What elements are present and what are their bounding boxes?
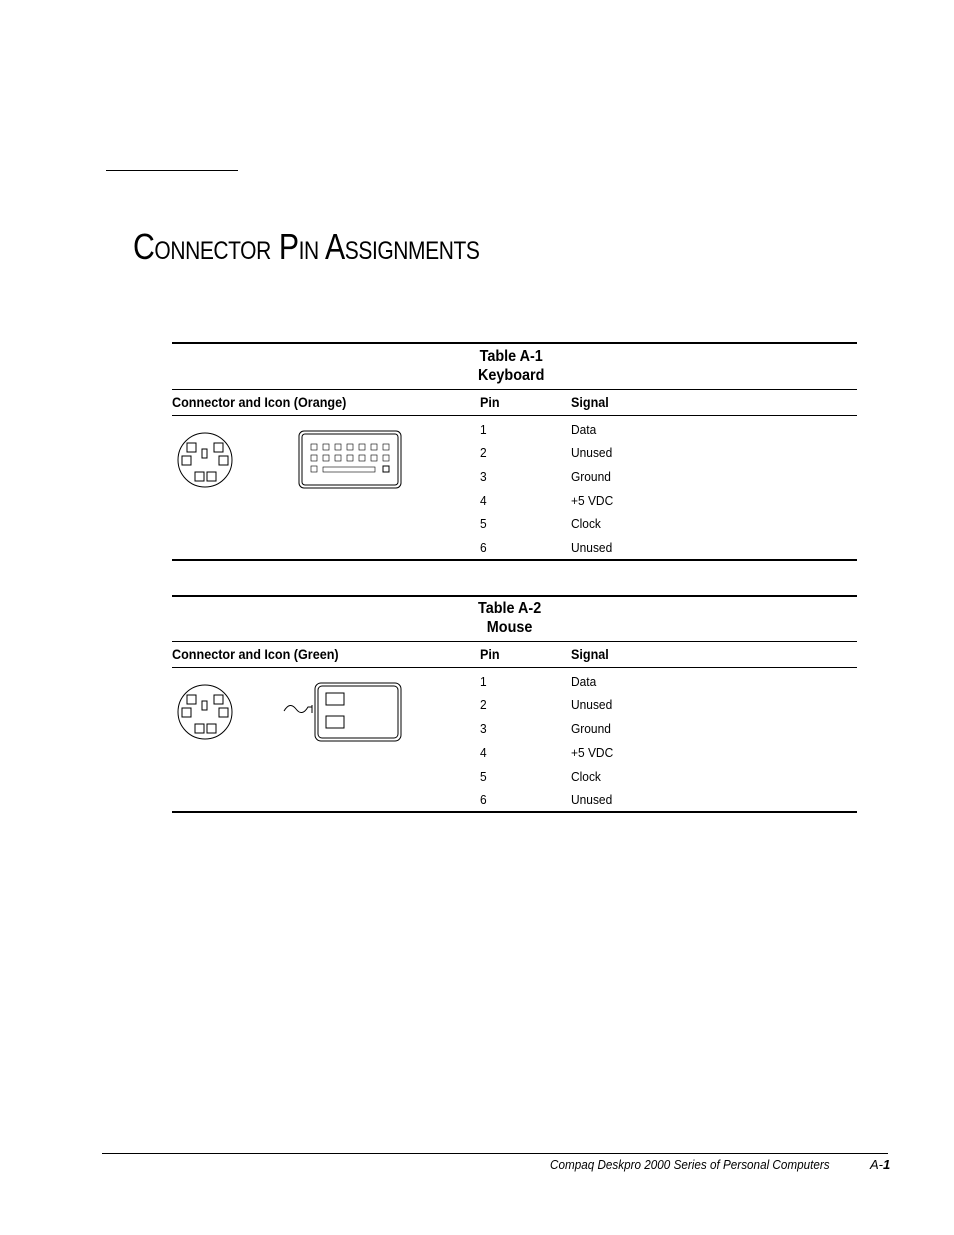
signal-cell: Unused bbox=[571, 792, 613, 807]
signal-cell: Ground bbox=[571, 469, 611, 484]
signal-cell: Data bbox=[571, 674, 597, 689]
page-number bbox=[870, 1157, 890, 1172]
table-number: Table A-1 bbox=[479, 348, 543, 365]
signal-cell: Unused bbox=[571, 445, 613, 460]
page-title: Connector Pin Assignments bbox=[133, 226, 480, 267]
table-caption bbox=[478, 599, 541, 637]
pin-cell: 4 bbox=[480, 493, 487, 508]
pin-cell: 3 bbox=[480, 469, 487, 484]
table-top-rule bbox=[172, 342, 857, 344]
header-connector: Connector and Icon (Green) bbox=[172, 646, 339, 662]
din-connector-icon bbox=[174, 432, 236, 488]
footer-title: Compaq Deskpro 2000 Series of Personal Computers bbox=[550, 1157, 830, 1172]
signal-cell: Data bbox=[571, 422, 597, 437]
pin-cell: 1 bbox=[480, 674, 487, 689]
table-caption bbox=[478, 347, 544, 385]
caption-rule bbox=[172, 389, 857, 390]
table-title: Keyboard bbox=[478, 367, 545, 384]
mouse-icon bbox=[282, 681, 404, 743]
signal-cell: Clock bbox=[571, 769, 601, 784]
header-rule bbox=[172, 667, 857, 668]
caption-rule bbox=[172, 641, 857, 642]
table-bottom-rule bbox=[172, 559, 857, 561]
header-pin: Pin bbox=[480, 394, 500, 410]
table-top-rule bbox=[172, 595, 857, 597]
pin-cell: 5 bbox=[480, 769, 487, 784]
pin-cell: 6 bbox=[480, 540, 487, 555]
header-pin: Pin bbox=[480, 646, 500, 662]
pin-cell: 3 bbox=[480, 721, 487, 736]
pin-cell: 4 bbox=[480, 745, 487, 760]
header-signal: Signal bbox=[571, 646, 609, 662]
signal-cell: Unused bbox=[571, 697, 613, 712]
header-signal: Signal bbox=[571, 394, 609, 410]
din-connector-icon bbox=[174, 684, 236, 740]
signal-cell: Ground bbox=[571, 721, 611, 736]
pin-cell: 6 bbox=[480, 792, 487, 807]
signal-cell: Clock bbox=[571, 516, 601, 531]
signal-cell: +5 VDC bbox=[571, 493, 614, 508]
keyboard-icon bbox=[298, 430, 402, 490]
footer-rule bbox=[102, 1153, 888, 1154]
pin-cell: 1 bbox=[480, 422, 487, 437]
signal-cell: Unused bbox=[571, 540, 613, 555]
header-connector: Connector and Icon (Orange) bbox=[172, 394, 347, 410]
top-rule bbox=[106, 170, 238, 171]
pin-cell: 5 bbox=[480, 516, 487, 531]
table-number: Table A-2 bbox=[478, 600, 542, 617]
pin-cell: 2 bbox=[480, 445, 487, 460]
page-number-value: 1 bbox=[883, 1157, 891, 1172]
signal-cell: +5 VDC bbox=[571, 745, 614, 760]
pin-cell: 2 bbox=[480, 697, 487, 712]
table-title: Mouse bbox=[486, 619, 533, 636]
table-bottom-rule bbox=[172, 811, 857, 813]
header-rule bbox=[172, 415, 857, 416]
page-prefix: A- bbox=[870, 1157, 883, 1172]
